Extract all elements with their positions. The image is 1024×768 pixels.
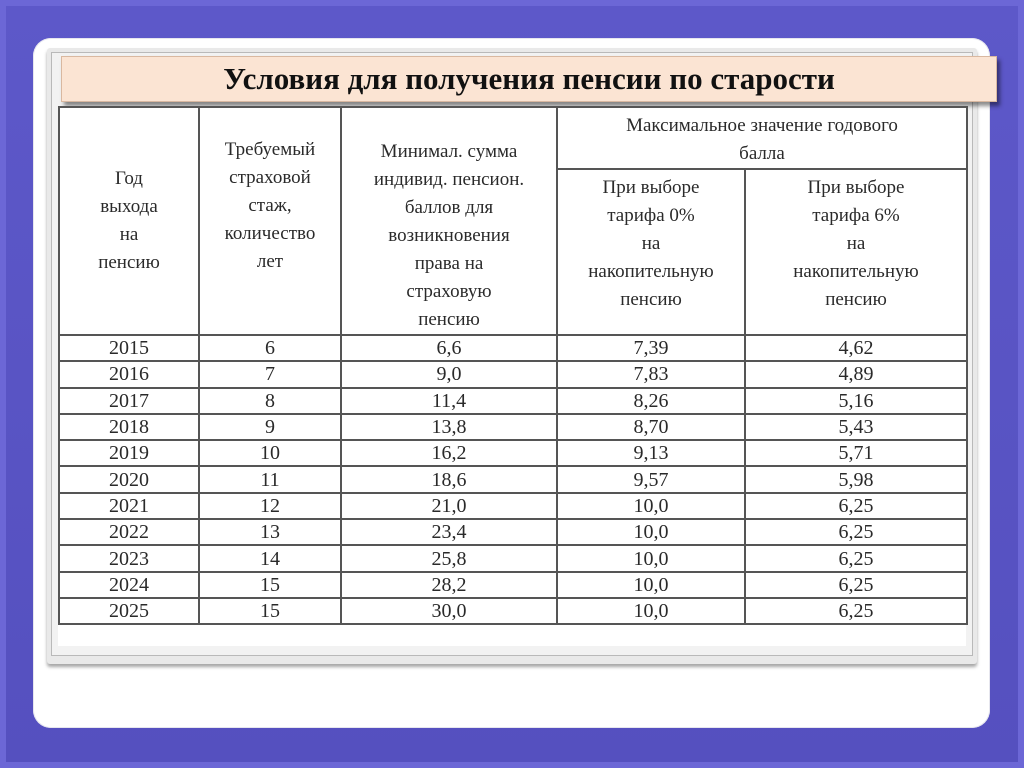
cell-tariff-6: 6,25	[745, 519, 967, 545]
table-row	[59, 493, 967, 519]
cell-tariff-6: 4,89	[745, 361, 967, 387]
cell-tariff-6: 6,25	[745, 598, 967, 624]
cell-tariff-0: 10,0	[557, 572, 745, 598]
table-row	[59, 335, 967, 361]
cell-tariff-6: 6,25	[745, 572, 967, 598]
header-max-annual-points: Максимальное значение годового балла	[557, 107, 967, 169]
cell-experience: 9	[199, 414, 341, 440]
cell-tariff-0: 7,83	[557, 361, 745, 387]
cell-tariff-6: 5,71	[745, 440, 967, 466]
cell-year: 2018	[59, 414, 199, 440]
cell-tariff-6: 5,16	[745, 388, 967, 414]
cell-tariff-6: 6,25	[745, 545, 967, 571]
cell-min-points: 28,2	[341, 572, 557, 598]
cell-year: 2024	[59, 572, 199, 598]
cell-tariff-0: 7,39	[557, 335, 745, 361]
header-year: Год выхода на пенсию	[59, 107, 199, 335]
cell-year: 2023	[59, 545, 199, 571]
cell-tariff-0: 9,57	[557, 466, 745, 492]
header-min-points: Минимал. сумма индивид. пенсион. баллов для возникновения права на страховую пенсию	[341, 107, 557, 335]
cell-min-points: 25,8	[341, 545, 557, 571]
table-row	[59, 545, 967, 571]
cell-year: 2021	[59, 493, 199, 519]
cell-tariff-0: 8,26	[557, 388, 745, 414]
cell-experience: 15	[199, 572, 341, 598]
cell-min-points: 30,0	[341, 598, 557, 624]
cell-tariff-6: 6,25	[745, 493, 967, 519]
cell-tariff-0: 10,0	[557, 598, 745, 624]
table-row	[59, 361, 967, 387]
cell-year: 2025	[59, 598, 199, 624]
cell-min-points: 9,0	[341, 361, 557, 387]
cell-year: 2016	[59, 361, 199, 387]
cell-year: 2015	[59, 335, 199, 361]
cell-tariff-0: 9,13	[557, 440, 745, 466]
cell-year: 2020	[59, 466, 199, 492]
header-tariff-0: При выборе тарифа 0% на накопительную пенсию	[557, 169, 745, 335]
cell-year: 2017	[59, 388, 199, 414]
cell-experience: 7	[199, 361, 341, 387]
cell-tariff-0: 10,0	[557, 493, 745, 519]
table-row	[59, 388, 967, 414]
cell-experience: 6	[199, 335, 341, 361]
pension-conditions-table	[58, 106, 968, 625]
cell-min-points: 18,6	[341, 466, 557, 492]
table-row	[59, 440, 967, 466]
table-row	[59, 572, 967, 598]
cell-tariff-6: 5,43	[745, 414, 967, 440]
cell-tariff-0: 10,0	[557, 545, 745, 571]
header-tariff-6: При выборе тарифа 6% на накопительную пенсию	[745, 169, 967, 335]
cell-experience: 12	[199, 493, 341, 519]
pension-table-container	[58, 106, 966, 646]
cell-min-points: 21,0	[341, 493, 557, 519]
cell-year: 2022	[59, 519, 199, 545]
cell-tariff-0: 10,0	[557, 519, 745, 545]
cell-tariff-6: 4,62	[745, 335, 967, 361]
header-experience: Требуемый страховой стаж, количество лет	[199, 107, 341, 335]
cell-experience: 15	[199, 598, 341, 624]
cell-tariff-0: 8,70	[557, 414, 745, 440]
cell-experience: 11	[199, 466, 341, 492]
cell-min-points: 6,6	[341, 335, 557, 361]
cell-tariff-6: 5,98	[745, 466, 967, 492]
cell-min-points: 13,8	[341, 414, 557, 440]
table-row	[59, 519, 967, 545]
cell-min-points: 23,4	[341, 519, 557, 545]
table-row	[59, 414, 967, 440]
cell-year: 2019	[59, 440, 199, 466]
cell-experience: 14	[199, 545, 341, 571]
cell-experience: 13	[199, 519, 341, 545]
table-row	[59, 598, 967, 624]
cell-experience: 8	[199, 388, 341, 414]
table-row	[59, 466, 967, 492]
cell-min-points: 11,4	[341, 388, 557, 414]
cell-experience: 10	[199, 440, 341, 466]
cell-min-points: 16,2	[341, 440, 557, 466]
slide-title: Условия для получения пенсии по старости	[61, 56, 997, 102]
